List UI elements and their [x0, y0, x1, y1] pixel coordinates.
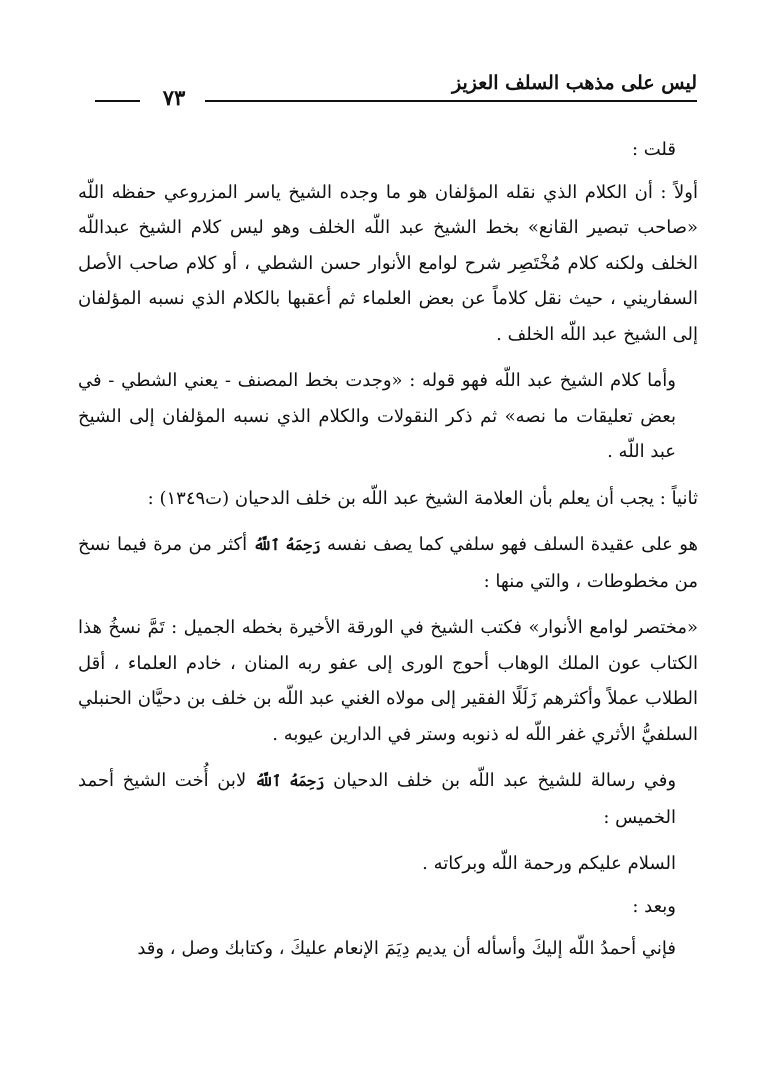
paragraph-manuscript-colophon: «مختصر لوامع الأنوار» فكتب الشيخ في الورقة الأخيرة بخطه الجميل : تَمَّ نسخُ هذا الكتاب عون الملك الوهاب أحوج الورى إلى عفو ربه المنان ، خادم العلماء ، أقل الطلاب عملاً وأكثرهم زَلَلًا الفقير إلى مولاه الغني عبد اللّه بن خلف بن دحيَّان الحنبلي السلفيُّ الأثري غفر اللّه له ذنوبه وستر في الدارين عيوبه .	[78, 617, 698, 745]
paragraph-salafi-creed	[78, 527, 698, 599]
header-rule-long	[205, 100, 697, 102]
honorific-glyph: رَحِمَهُ ٱللَّهُ	[254, 772, 325, 790]
paragraph-text-start: هو على عقيدة السلف فهو سلفي كما يصف نفسه	[320, 534, 698, 555]
paragraph-shaykh-quote: وأما كلام الشيخ عبد اللّه فهو قوله : «وجدت بخط المصنف - يعني الشطي - في بعض تعليقات ما نصه» ثم ذكر النقولات والكلام الذي نسبه المؤلفان إلى الشيخ عبد اللّه .	[78, 370, 676, 462]
header-rule-short	[95, 100, 140, 102]
paragraph-salam: السلام عليكم ورحمة اللّه وبركاته .	[422, 853, 676, 874]
paragraph-first-point: أولاً : أن الكلام الذي نقله المؤلفان هو ما وجده الشيخ ياسر المزروعي حفظه اللّه «صاحب تبصير القانع» بخط الشيخ عبد اللّه الخلف وهو ليس كلام الشيخ عبداللّه الخلف ولكنه كلام مُخْتَصِر شرح لوامع الأنوار حسن الشطي ، أو كلام صاحب الأصل السفاريني ، حيث نقل كلاماً عن بعض العلماء ثم أعقبها بالكلام الذي نسبه المؤلفان إلى الشيخ عبد اللّه الخلف .	[78, 181, 698, 345]
paragraph-wabad: وبعد :	[632, 895, 676, 917]
honorific-glyph: رَحِمَهُ ٱللَّهُ	[253, 536, 321, 554]
paragraph-second-point: ثانياً : يجب أن يعلم بأن العلامة الشيخ عبد اللّه بن خلف الدحيان (ت١٣٤٩) :	[147, 487, 698, 509]
paragraph-qult: قلت :	[631, 139, 676, 160]
paragraph-text-end: لابن أُخت الشيخ أحمد الخميس :	[78, 770, 676, 828]
page-header	[95, 70, 697, 110]
body-text	[78, 132, 698, 978]
paragraph-text-end: أكثر من مرة فيما نسخ من مخطوطات ، والتي منها :	[78, 534, 698, 592]
running-title: ليس على مذهب السلف العزيز	[452, 72, 697, 94]
paragraph-letter-intro	[78, 763, 698, 835]
paragraph-text-start: وفي رسالة للشيخ عبد اللّه بن خلف الدحيان	[324, 770, 677, 791]
page-number: ٧٣	[162, 85, 186, 110]
paragraph-letter-body: فإني أحمدُ اللّه إليكَ وأسأله أن يديم دِيَمَ الإنعام عليكَ ، وكتابك وصل ، وقد	[137, 938, 676, 959]
